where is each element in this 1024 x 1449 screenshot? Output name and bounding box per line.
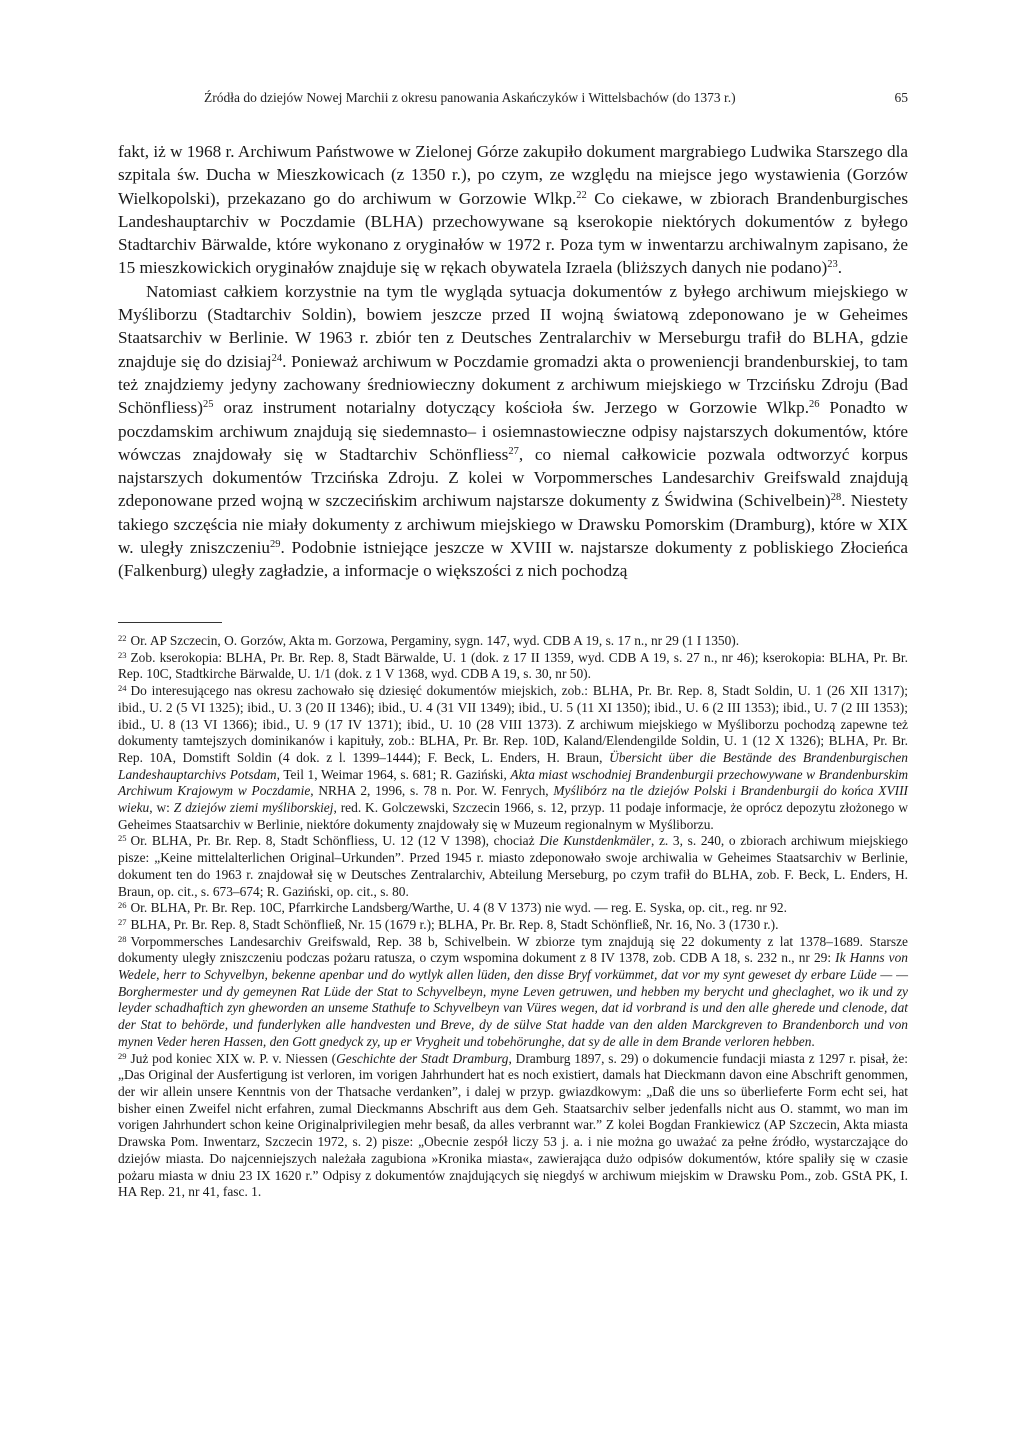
footnote-number: 27 — [118, 916, 127, 927]
footnote-number: 23 — [118, 649, 127, 660]
footnote-number: 22 — [118, 633, 127, 643]
footnote: $^{24}$ Do interesującego nas okresu zachowało się dziesięć dokumentów miejskich, zob.: BLHA, Pr. Br. Rep. 8, Stadt Soldin, U. 1 (26 XII 1317); ibid., U. 2 (5 VI 1325); ibid., U. 3 (20 II 1346); ibid., U. 4 (31 VII 1349); ibid., U. 5 (11 XI 1350); ibid., U. 6 (2 III 1353); ibid., U. 7 (2 III 1353); ibid., U. 8 (13 VI 1366); ibid., U. 9 (17 IV 1371); ibid., U. 10 (28 VIII 1373). Z archiwum miejskiego w Myśliborzu pochodzą zapewne też dokumenty tamtejszych dominikanów i kapituły, zob.: BLHA, Pr. Br. Rep. 10D, Kaland/Elendengilde Soldin, U. 1 (12 X 1326); BLHA, Pr. Br. Rep. 10A, Domstift Soldin (4 dok. z l. 1399–1444); F. Beck, L. Enders, H. Braun, Übersicht über die Bestände des Brandenburgischen Landeshauptarchivs Potsdam, Teil 1, Weimar 1964, s. 681; R. Gaziński, Akta miast wschodniej Brandenburgii przechowywane w Brandenburskim Archiwum Krajowym w Poczdamie, NRHA 2, 1996, s. 78 n. Por. W. Fenrych, Myślibórz na tle dziejów Polski i Brandenburgii do końca XVIII wieku, w: Z dziejów ziemi myśliborskiej, red. K. Golczewski, Szczecin 1966, s. 12, przyp. 11 podaje informacje, że oprócz depozytu złożonego w Geheimes Staatsarchiv w Berlinie, niektóre dokumenty znajdowały się w Muzeum regionalnym w Myśliborzu. — [118, 683, 909, 832]
running-title: Źródła do dziejów Nowej Marchii z okresu panowania Askańczyków i Wittelsbachów (do 1373 r.) — [204, 90, 736, 105]
page-number: 65 — [894, 90, 908, 105]
footnote-number: 25 — [118, 833, 127, 844]
footnote-ref[interactable]: 28 — [830, 492, 842, 504]
main-text — [118, 140, 908, 583]
footnote-ref[interactable]: 25 — [202, 399, 214, 411]
footnote-ref[interactable]: 26 — [809, 399, 820, 411]
footnotes — [118, 633, 908, 1201]
footnote-ref[interactable]: 23 — [827, 259, 838, 271]
footnote-ref[interactable]: 24 — [271, 352, 283, 364]
footnote-ref[interactable]: 22 — [576, 189, 587, 201]
footnote: $^{22}$ Or. AP Szczecin, O. Gorzów, Akta m. Gorzowa, Pergaminy, sygn. 147, wyd. CDB A 19, s. 17 n., nr 29 (1 I 1350). — [118, 633, 740, 648]
footnote-number: 28 — [118, 933, 127, 944]
footnote-number: 29 — [118, 1050, 127, 1061]
footnote: $^{26}$ Or. BLHA, Pr. Br. Rep. 10C, Pfarrkirche Landsberg/Warthe, U. 4 (8 V 1373) nie wyd. — reg. E. Syska, op. cit., reg. nr 92. — [118, 900, 787, 916]
paragraph-2: Natomiast całkiem korzystnie na tym tle wygląda sytuacja dokumentów z byłego archiwum miejskiego w Myśliborzu (Stadtarchiv Soldin), bowiem jeszcze przed II wojną światową zdeponowano je w Geheimes Staatsarchiv w Berlinie. W 1963 r. zbiór ten z Deutsches Zentralarchiv w Merseburgu trafił do BLHA, gdzie znajduje się do dzisiaj$^{24}$. Ponieważ archiwum w Poczdamie gromadzi akta o proweniencji brandenburskiej, to tam też znajdziemy jedyny zachowany średniowieczny dokument z archiwum miejskiego w Trzcińsku Zdroju (Bad Schönfliess)$^{25}$ oraz instrument notarialny dotyczący kościoła św. Jerzego w Gorzowie Wlkp.$^{26}$ Ponadto w poczdamskim archiwum znajdują się siedemnasto– i osiemnastowieczne odpisy najstarszych dokumentów, które wówczas znajdowały się w Stadtarchiv Schönfliess$^{27}$, co niemal całkowicie pozwala odtworzyć korpus najstarszych dokumentów Trzcińska Zdroju. Z kolei w Vorpommersches Landesarchiv Greifswald znajdują zdeponowane przed wojną w szczecińskim archiwum najstarsze dokumenty z Świdwina (Schivelbein)$^{28}$. Niestety takiego szczęścia nie miały dokumenty z archiwum miejskiego w Drawsku Pomorskim (Dramburg), które w XIX w. uległy zniszczeniu$^{29}$. Podobnie istniejące jeszcze w XVIII w. najstarsze dokumenty z pobliskiego Złocieńca (Falkenburg) uległy zagładzie, a informacje o większości z nich pochodzą — [118, 281, 909, 581]
footnote-ref[interactable]: 29 — [270, 539, 281, 551]
footnote-divider — [118, 622, 222, 623]
footnote: $^{28}$ Vorpommersches Landesarchiv Greifswald, Rep. 38 b, Schivelbein. W zbiorze tym znajdują się 22 dokumenty z lat 1378–1689. Starsze dokumenty uległy zniszczeniu podczas pożaru ratusza, o czym wspomina dokument z 8 IV 1378, zob. CDB A 18, s. 232 n., nr 29: Ik Hanns von Wedele, herr to Schyvelbyn, bekenne apenbar und do wytlyk allen lüden, den disse Bryf vorkümmet, dat vor my synt geweset dy erbare Lüde — — Borghermester und dy gemeynen Rat Lüde der Stat to Schyvelbeyn, myne Leven getruwen, und hebben my berycht und gheclaghet, wo ik und zy leyder schadhaftich zyn gheworden an unseme Stathufe to Schyvelbeyn van Vüres wegen, dat id vorbrand is und den alle gherede und clenode, dat der Stat to behörde, und funderlyken alle handvesten und Breve, dy de sülve Stat hadde van den alden Marckgreven to Brandenborch und von mynen Veder heren Hassen, den Gott gnedyck zy, up er Vrygheit und tobehörunghe, dat sy de alle in dem Brande verloren hebben. — [118, 933, 908, 1049]
footnote-number: 24 — [118, 683, 127, 694]
footnote-ref[interactable]: 27 — [508, 445, 519, 457]
footnote: $^{29}$ Już pod koniec XIX w. P. v. Niessen (Geschichte der Stadt Dramburg, Dramburg 1897, s. 29) o dokumencie fundacji miasta z 1297 r. pisał, że: „Das Original der Ausfertigung ist verloren, im vorigen Jahrhundert hat es noch existiert, damals hat Dieckmann davon eine Abschrift genommen, der wir allein unsere Kenntnis von der Thatsache verdanken”, i dalej w przyp. gwiazdkowym: „Daß die uns so überlieferte Form echt sei, hat bisher einen Zweifel nicht erfahren, zumal Dieckmanns Abschrift aus dem Geh. Staatsarchiv selber jedenfalls nicht aus O. stammt, wo man im vorigen Jahrhundert schon keine Originalprivilegien mehr besaß, da alles verbrannt war.” Z kolei Bogdan Frankiewicz (AP Szczecin, Akta miasta Drawska Pom. Inwentarz, Szczecin 1972, s. 2) pisze: „Obecnie zespół liczy 53 j. a. i nie można go uważać za pełne źródło, wystarczające do dziejów miasta. Do najcenniejszych należała zagubiona »Kronika miasta«, zawierająca dużo odpisów dokumentów, które spaliły się w czasie pożaru miasta w dniu 23 IX 1620 r.” Odpisy z dokumentów znajdujących się niegdyś w archiwum miejskim w Drawsku Pom., zob. GStA PK, I. HA Rep. 21, nr 41, fasc. 1. — [118, 1050, 909, 1200]
paragraph-1: fakt, iż w 1968 r. Archiwum Państwowe w Zielonej Górze zakupiło dokument margrabiego Ludwika Starszego dla szpitala św. Ducha w Mieszkowicach (z 1350 r.), po czym, ze względu na miejsce jego wystawienia (Gorzów Wielkopolski), przekazano go do archiwum w Gorzowie Wlkp.$^{22}$ Co ciekawe, w zbiorach Brandenburgisches Landeshauptarchiv w Poczdamie (BLHA) przechowywane są kserokopie niektórych dokumentów z byłego Stadtarchiv Bärwalde, które wykonano z oryginałów w 1972 r. Poza tym w inwentarzu archiwalnym zapisano, że 15 mieszkowickich oryginałów znajduje się w rękach obywatela Izraela (bliższych danych nie podano)$^{23}$. — [118, 142, 909, 278]
footnote: $^{23}$ Zob. kserokopia: BLHA, Pr. Br. Rep. 8, Stadt Bärwalde, U. 1 (dok. z 17 II 1359, wyd. CDB A 19, s. 27 n., nr 46); kserokopia: BLHA, Pr. Br. Rep. 10C, Stadtkirche Bärwalde, U. 1/1 (dok. z 1 V 1368, wyd. CDB A 19, s. 30, nr 50). — [118, 649, 908, 682]
footnote: $^{25}$ Or. BLHA, Pr. Br. Rep. 8, Stadt Schönfliess, U. 12 (12 V 1398), chociaż Die Kunstdenkmäler, z. 3, s. 240, o zbiorach archiwum miejskiego pisze: „Keine mittelalterlichen Original–Urkunden”. Przed 1945 r. miasto zdeponowało swoje archiwalia w Geheimes Staatsarchiv w Berlinie, dokument ten do 1963 r. znajdował się w Deutsches Zentralarchiv, Abteilung Merseburg, po czym trafił do BLHA, zob. F. Beck, L. Enders, H. Braun, op. cit., s. 673–674; R. Gaziński, op. cit., s. 80. — [118, 833, 908, 899]
footnote-number: 26 — [118, 900, 127, 911]
footnote: $^{27}$ BLHA, Pr. Br. Rep. 8, Stadt Schönfließ, Nr. 15 (1679 r.); BLHA, Pr. Br. Rep. 8, Stadt Schönfließ, Nr. 16, No. 3 (1730 r.). — [118, 916, 779, 932]
